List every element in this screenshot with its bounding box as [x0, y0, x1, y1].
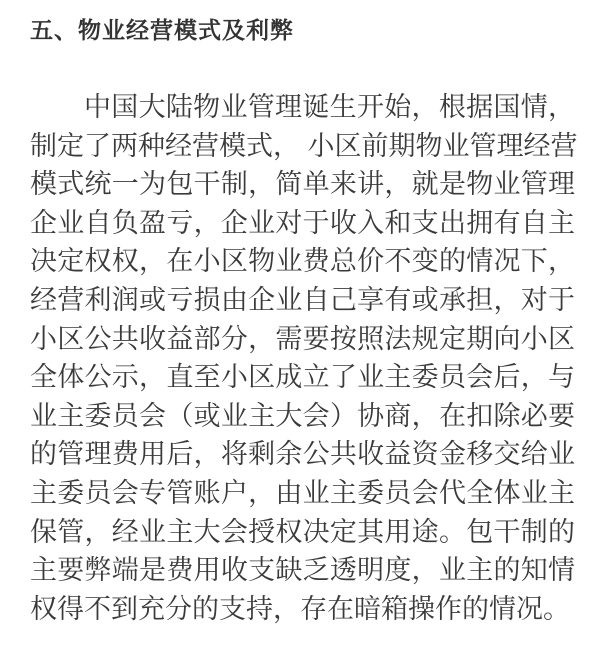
section-heading: 五、物业经营模式及利弊	[30, 17, 294, 43]
paragraph-line: 保管，经业主大会授权决定其用途。包干制的	[30, 516, 575, 547]
paragraph-line: 企业自负盈亏，企业对于收入和支出拥有自主	[30, 207, 575, 238]
paragraph-line: 权得不到充分的支持，存在暗箱操作的情况。	[30, 593, 570, 624]
paragraph-line: 主要弊端是费用收支缺乏透明度，业主的知情	[30, 555, 575, 586]
article-paragraph	[30, 88, 578, 628]
paragraph-line: 中国大陆物业管理诞生开始，根据国情，	[84, 92, 575, 122]
paragraph-line: 模式统一为包干制，简单来讲，就是物业管理	[30, 169, 575, 200]
paragraph-line: 业主委员会（或业主大会）协商，在扣除必要	[30, 400, 575, 431]
paragraph-line: 经营利润或亏损由企业自己享有或承担，对于	[30, 284, 575, 315]
paragraph-line: 制定了两种经营模式， 小区前期物业管理经营	[30, 130, 578, 161]
paragraph-line: 的管理费用后，将剩余公共收益资金移交给业	[30, 439, 575, 470]
paragraph-line: 主委员会专管账户，由业主委员会代全体业主	[30, 477, 575, 508]
paragraph-line: 全体公示，直至小区成立了业主委员会后，与	[30, 362, 575, 393]
paragraph-line: 决定权权，在小区物业费总价不变的情况下，	[30, 246, 575, 277]
paragraph-line: 小区公共收益部分，需要按照法规定期向小区	[30, 323, 575, 354]
